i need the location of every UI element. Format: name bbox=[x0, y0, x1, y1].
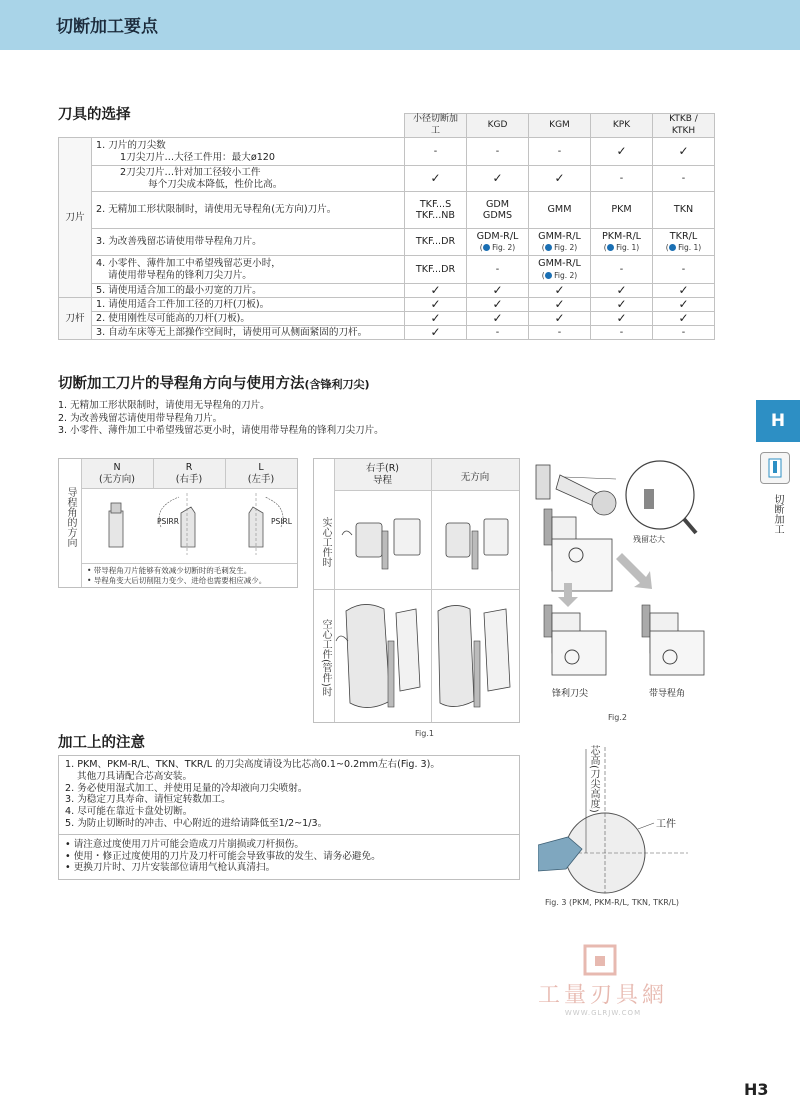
page-title: 切断加工要点 bbox=[56, 17, 158, 37]
arrow-diagonal-icon bbox=[616, 553, 652, 589]
watermark-url: WWW.GLRJW.COM bbox=[564, 1009, 642, 1017]
fig1-col1 bbox=[334, 463, 431, 487]
fig1-panel bbox=[313, 458, 520, 723]
divider bbox=[59, 834, 519, 835]
panel-notes bbox=[87, 566, 266, 586]
arrow-right-icon bbox=[545, 244, 552, 251]
watermark bbox=[538, 944, 668, 1024]
row-desc-line: 2刀尖刀片…针对加工径较小工件 bbox=[120, 167, 261, 178]
sharp-tip-setup-icon bbox=[544, 605, 606, 675]
check-mark: ✓ bbox=[653, 312, 715, 326]
check-mark: ✓ bbox=[591, 312, 653, 326]
cell: - bbox=[653, 326, 715, 340]
check-mark: ✓ bbox=[591, 284, 653, 298]
page-header bbox=[0, 0, 800, 50]
precaution-item: 1. PKM、PKM-R/L、TKN、TKR/L 的刀尖高度请设为比芯高0.1~0.2mm左右(Fig. 3)。 bbox=[65, 759, 440, 770]
fig3-label: Fig. 3 (PKM, PKM-R/L, TKN, TKR/L) bbox=[545, 898, 680, 907]
row-desc-line: 1刀尖刀片…大径工件用：最大ø120 bbox=[120, 151, 276, 163]
watermark-text: 工量刃具網 bbox=[538, 983, 669, 1008]
tool-selection-table bbox=[58, 113, 715, 340]
cell: TKF...DR bbox=[405, 256, 467, 284]
note-line: 2. 为改善残留芯请使用带导程角刀片。 bbox=[58, 412, 223, 424]
workpiece-label: 工件 bbox=[656, 819, 676, 830]
cell: TKF...DR bbox=[405, 229, 467, 256]
hollow-work-r-illustration bbox=[336, 604, 420, 707]
cell bbox=[405, 192, 467, 229]
check-mark: ✓ bbox=[591, 298, 653, 312]
fig2-illustration bbox=[530, 455, 720, 705]
lead-direction-panel bbox=[58, 458, 298, 588]
check-mark: ✓ bbox=[653, 298, 715, 312]
note-line: 1. 无精加工形状限制时，请使用无导程角的刀片。 bbox=[58, 400, 270, 411]
fig1-row1: 实心工件时 bbox=[320, 517, 331, 567]
cell: - bbox=[591, 326, 653, 340]
lathe-setup-icon bbox=[544, 509, 612, 591]
precaution-bullet: • 更换刀片时、刀片安装部位请用气枪认真清扫。 bbox=[65, 862, 276, 874]
row-desc: 2. 无精加工形状限制时，请使用无导程角(无方向)刀片。 bbox=[92, 192, 405, 229]
check-mark: ✓ bbox=[653, 138, 715, 166]
col-name: (左手) bbox=[247, 474, 275, 485]
col-header-kgd: KGD bbox=[467, 114, 529, 138]
watermark-logo-icon bbox=[583, 944, 623, 978]
row-desc bbox=[92, 166, 405, 192]
hollow-work-n-illustration bbox=[438, 605, 510, 707]
cell: PKM bbox=[591, 192, 653, 229]
fig-ref-text: Fig. 1 bbox=[616, 243, 637, 252]
residual-label: 残留芯大 bbox=[633, 535, 665, 544]
check-mark: ✓ bbox=[591, 138, 653, 166]
row-desc: 3. 自动车床等无上部操作空间时，请使用可从侧面紧固的刀杆。 bbox=[92, 326, 405, 340]
col-code: L bbox=[258, 462, 264, 473]
precaution-item: 2. 务必使用湿式加工、并使用足量的冷却液向刀尖喷射。 bbox=[65, 782, 308, 794]
row-desc-line: 4. 小零件、薄件加工中希望残留芯更小时， bbox=[96, 258, 281, 269]
col-header-ktk: KTKB / KTKH bbox=[653, 114, 715, 138]
lead-angle-title-text: 切断加工刀片的导程角方向与使用方法 bbox=[58, 376, 305, 392]
cell: - bbox=[467, 138, 529, 166]
solid-work-r-illustration bbox=[342, 519, 420, 569]
holder-top-icon bbox=[536, 465, 616, 515]
col-code: R bbox=[185, 462, 193, 473]
cutoff-tool-svg bbox=[761, 453, 789, 483]
category-insert: 刀片 bbox=[59, 138, 92, 298]
cell-line: GMM-R/L bbox=[538, 258, 581, 269]
lead-angle-title-small: (含锋利刀尖) bbox=[304, 378, 370, 391]
fig-ref: ( Fig. 1) bbox=[603, 243, 640, 252]
cell-line: GDMS bbox=[482, 210, 513, 221]
cell-line: GDM-R/L bbox=[476, 230, 519, 242]
panel-note: • 带导程角刀片能够有效减少切断时的毛刺发生。 bbox=[87, 566, 252, 575]
panel-side-label: 导程角的方向 bbox=[65, 487, 76, 547]
fig2-label: Fig.2 bbox=[608, 713, 627, 722]
lead-angle-label: 带导程角 bbox=[649, 689, 686, 699]
col-code: N bbox=[113, 462, 121, 473]
check-mark: ✓ bbox=[529, 312, 591, 326]
cell: - bbox=[467, 326, 529, 340]
fig-ref-text: Fig. 2 bbox=[554, 243, 575, 252]
check-mark: ✓ bbox=[467, 166, 529, 192]
section-tab-h[interactable]: H bbox=[756, 400, 800, 442]
check-mark: ✓ bbox=[467, 284, 529, 298]
psirl-label: PSIRL bbox=[271, 517, 292, 526]
check-mark: ✓ bbox=[467, 298, 529, 312]
tool-selection-title: 刀具的选择 bbox=[58, 107, 131, 123]
solid-work-n-illustration bbox=[446, 519, 508, 569]
check-mark: ✓ bbox=[405, 166, 467, 192]
fig1-label: Fig.1 bbox=[415, 729, 434, 738]
cell-line: TKF...NB bbox=[415, 210, 456, 221]
cell: GMM bbox=[529, 192, 591, 229]
cell-line: GMM-R/L bbox=[538, 230, 581, 242]
arrow-right-icon bbox=[545, 272, 552, 279]
precaution-item: 其他刀具请配合芯高安装。 bbox=[77, 770, 193, 782]
cell bbox=[653, 229, 715, 256]
insert-direction-illustration bbox=[81, 489, 297, 563]
precaution-item: 5. 为防止切断时的冲击、中心附近的进给请降低至1/2~1/3。 bbox=[65, 817, 328, 829]
cell-line: TKF...S bbox=[419, 198, 452, 210]
row-desc: 1. 请使用适合工件加工径的刀杆(刀板)。 bbox=[92, 298, 405, 312]
cell-line: PKM-R/L bbox=[601, 230, 642, 242]
row-desc-line: 每个刀尖成本降低，性价比高。 bbox=[148, 178, 283, 190]
divider bbox=[81, 563, 297, 564]
col-header-kgm: KGM bbox=[529, 114, 591, 138]
fig1-row2: 空心工件(管件)时 bbox=[320, 619, 331, 697]
precaution-bullet: • 使用・修正过度使用的刀片及刀杆可能会导致事故的发生、请务必避免。 bbox=[65, 850, 381, 862]
cell: - bbox=[653, 256, 715, 284]
col-name: (右手) bbox=[175, 474, 203, 485]
cell: - bbox=[591, 256, 653, 284]
row-desc-line: 请使用带导程角的锋利刀尖刀片。 bbox=[108, 269, 252, 281]
cell: - bbox=[591, 166, 653, 192]
cell: - bbox=[529, 138, 591, 166]
cell: - bbox=[467, 256, 529, 284]
cell: TKN bbox=[653, 192, 715, 229]
check-mark: ✓ bbox=[653, 284, 715, 298]
precaution-item: 4. 尽可能在靠近卡盘处切断。 bbox=[65, 806, 193, 818]
fig-ref: ( Fig. 2) bbox=[541, 243, 578, 252]
check-mark: ✓ bbox=[405, 298, 467, 312]
page-number: H3 bbox=[744, 1080, 769, 1099]
row-desc bbox=[92, 138, 405, 166]
cell bbox=[529, 229, 591, 256]
fig1-illustration bbox=[334, 491, 520, 723]
lead-angle-title bbox=[58, 372, 370, 393]
col-l-header bbox=[225, 462, 297, 486]
check-mark: ✓ bbox=[405, 284, 467, 298]
side-tab-text: 切断加工 bbox=[772, 494, 783, 534]
cell: - bbox=[653, 166, 715, 192]
fig-ref-text: Fig. 2 bbox=[492, 243, 513, 252]
fig1-col2: 无方向 bbox=[460, 472, 490, 483]
check-mark: ✓ bbox=[529, 166, 591, 192]
insert-n-icon bbox=[109, 503, 123, 547]
col-name: (无方向) bbox=[99, 474, 135, 485]
cell-line: GDM bbox=[485, 198, 510, 210]
sharp-tip-label: 锋利刀尖 bbox=[552, 689, 589, 699]
fig-ref-text: Fig. 2 bbox=[554, 270, 575, 280]
row-desc bbox=[92, 256, 405, 284]
cell-line: TKR/L bbox=[669, 230, 698, 242]
precautions-title: 加工上的注意 bbox=[58, 735, 145, 751]
col-n-header bbox=[81, 462, 153, 486]
check-mark: ✓ bbox=[405, 326, 467, 340]
note-line: 3. 小零件、薄件加工中希望残留芯更小时，请使用带导程角的锋利刀尖刀片。 bbox=[58, 425, 384, 436]
check-mark: ✓ bbox=[529, 284, 591, 298]
row-desc-line: 1. 刀片的刀尖数 bbox=[96, 140, 166, 151]
arrow-right-icon bbox=[607, 244, 614, 251]
col-r-header bbox=[153, 462, 225, 486]
cell: - bbox=[405, 138, 467, 166]
fig-ref: ( Fig. 2) bbox=[479, 243, 516, 252]
fig-ref-text: Fig. 1 bbox=[678, 243, 699, 252]
cell bbox=[591, 229, 653, 256]
row-desc: 2. 使用刚性尽可能高的刀杆(刀板)。 bbox=[92, 312, 405, 326]
lead-angle-setup-icon bbox=[642, 605, 704, 675]
precautions-box bbox=[58, 755, 520, 880]
fig1-col1-line: 右手(R) bbox=[365, 463, 399, 474]
fig1-col1-line: 导程 bbox=[372, 475, 392, 486]
cell bbox=[529, 256, 591, 284]
psirr-label: PSIRR bbox=[157, 517, 179, 526]
row-desc: 3. 为改善残留芯请使用带导程角刀片。 bbox=[92, 229, 405, 256]
cell bbox=[467, 229, 529, 256]
check-mark: ✓ bbox=[529, 298, 591, 312]
center-height-label: 芯高(刀尖高度) bbox=[588, 745, 599, 813]
category-holder: 刀杆 bbox=[59, 298, 92, 340]
arrow-right-icon bbox=[669, 244, 676, 251]
check-mark: ✓ bbox=[405, 312, 467, 326]
cell bbox=[467, 192, 529, 229]
cell: - bbox=[529, 326, 591, 340]
fig-ref: ( Fig. 1) bbox=[665, 243, 702, 252]
panel-note: • 导程角变大后切削阻力变少、进给也需要相应减少。 bbox=[87, 576, 267, 585]
cutoff-tool-icon bbox=[760, 452, 790, 484]
arrow-right-icon bbox=[483, 244, 490, 251]
col-header-small-dia: 小径切断加工 bbox=[405, 114, 467, 138]
row-desc: 5. 请使用适合加工的最小刃宽的刀片。 bbox=[92, 284, 405, 298]
check-mark: ✓ bbox=[467, 312, 529, 326]
precaution-bullet: • 请注意过度使用刀片可能会造成刀片崩损或刀杆损伤。 bbox=[65, 838, 304, 850]
lead-angle-notes bbox=[58, 400, 384, 438]
fig3-illustration bbox=[538, 745, 708, 895]
fig-ref: ( Fig. 2) bbox=[541, 270, 578, 280]
col-header-kpk: KPK bbox=[591, 114, 653, 138]
precaution-item: 3. 为稳定刀具寿命、请恒定转数加工。 bbox=[65, 794, 231, 806]
